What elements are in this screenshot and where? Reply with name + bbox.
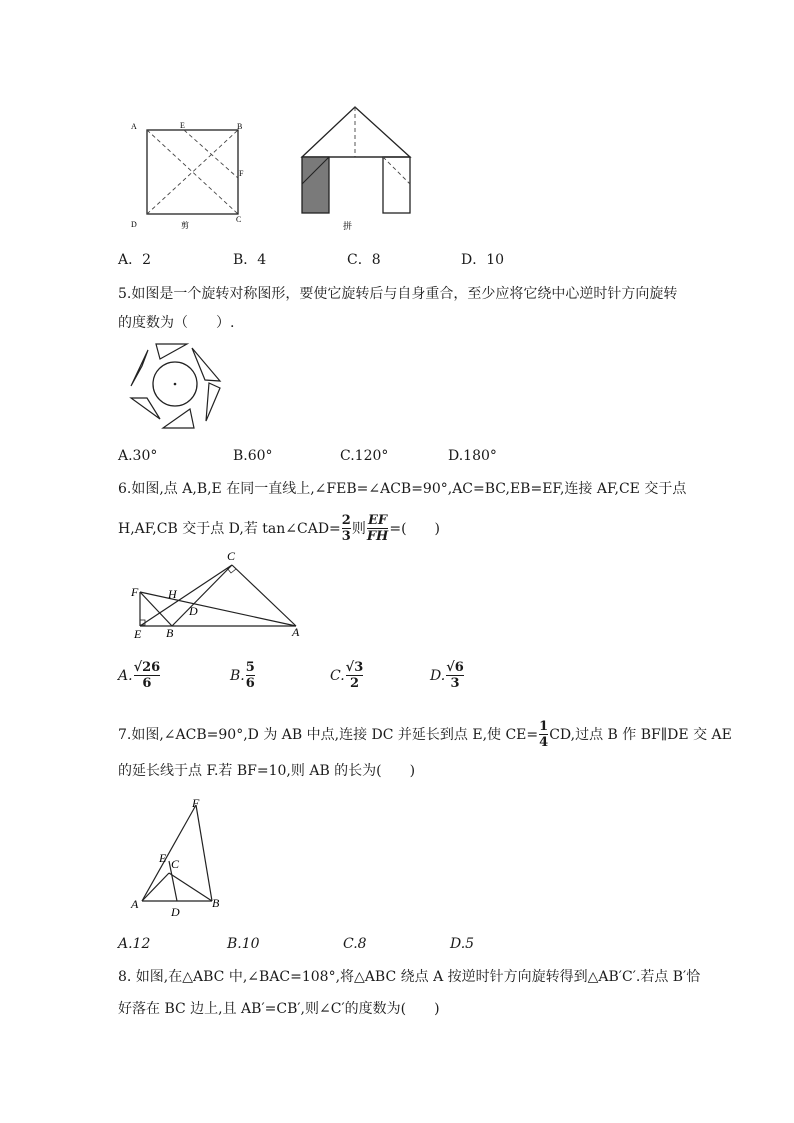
frac-num: 1	[539, 718, 549, 734]
option-fraction	[346, 660, 364, 691]
q5-option-a[interactable]: A.30°	[118, 448, 158, 464]
frac-num: √26	[133, 660, 161, 675]
label-d: D	[131, 220, 137, 229]
frac-num: √6	[446, 660, 464, 675]
q8-text-line1: 8. 如图,在△ABC 中,∠BAC=108°,将△ABC 绕点 A 按逆时针方向旋转得到△AB′C′.若点 B′恰	[118, 969, 701, 985]
q5-option-b[interactable]: B.60°	[233, 448, 273, 464]
q7-text-line2: 的延长线于点 F.若 BF=10,则 AB 的长为( )	[118, 763, 416, 779]
label-a: A	[292, 625, 300, 639]
option-fraction	[246, 660, 255, 691]
frac-num: √3	[345, 660, 364, 675]
q7-option-d[interactable]: D.5	[450, 936, 475, 952]
frac-den: 2	[349, 676, 359, 691]
rotational-symmetry-figure	[124, 340, 228, 432]
option-letter: D.	[430, 667, 446, 684]
label-c: C	[227, 549, 236, 563]
q6-option-a[interactable]	[118, 660, 161, 691]
q6-geometry-figure	[126, 548, 308, 640]
label-e: E	[180, 121, 185, 130]
label-b: B	[212, 896, 220, 910]
square-cut-figure	[120, 112, 260, 237]
q4-option-d[interactable]: D．10	[461, 252, 505, 268]
option-letter: A.	[118, 667, 133, 684]
label-assemble: 拼	[343, 221, 353, 231]
q6-option-d[interactable]	[430, 660, 465, 691]
frac-den: 3	[450, 676, 460, 691]
frac-den: 3	[341, 528, 351, 544]
q6-text-line2	[118, 510, 440, 546]
frac-num: 2	[341, 512, 351, 528]
option-letter: C.	[330, 667, 345, 684]
q7-option-a[interactable]: A.12	[118, 936, 151, 952]
q6-text-line1: 6.如图,点 A,B,E 在同一直线上,∠FEB=∠ACB=90°,AC=BC,EB=EF,连接 AF,CE 交于点	[118, 481, 687, 497]
option-letter: B.	[230, 667, 245, 684]
q5-option-d[interactable]: D.180°	[448, 448, 497, 464]
q5-option-c[interactable]: C.120°	[340, 448, 389, 464]
label-cut: 剪	[181, 221, 189, 230]
q6-fraction-ef-fh	[367, 513, 389, 544]
label-d: D	[189, 604, 198, 618]
frac-den: 4	[539, 734, 549, 750]
label-a: A	[131, 122, 137, 131]
label-e: E	[159, 851, 167, 865]
label-e: E	[134, 627, 142, 640]
label-b: B	[166, 626, 174, 640]
q4-option-a[interactable]: A．2	[118, 252, 152, 268]
q7-geometry-figure	[128, 795, 228, 920]
q6-option-c[interactable]	[330, 660, 364, 691]
q6-fraction-tan	[342, 513, 351, 544]
q8-text-line2: 好落在 BC 边上,且 AB′=CB′,则∠C′的度数为( )	[118, 1001, 440, 1017]
q6-option-b[interactable]	[230, 660, 256, 691]
frac-num: 5	[245, 660, 255, 675]
frac-num: EF	[368, 512, 388, 528]
q5-text-line2: 的度数为（ ）.	[118, 315, 235, 331]
house-assemble-figure	[295, 100, 425, 235]
q7-fraction	[539, 719, 548, 750]
option-fraction	[134, 660, 161, 691]
frac-den: 6	[142, 676, 152, 691]
q6-line2-pre: H,AF,CB 交于点 D,若 tan∠CAD=	[118, 521, 341, 537]
q6-line2-mid: 则	[351, 521, 366, 537]
q5-text-line1: 5.如图是一个旋转对称图形，要使它旋转后与自身重合，至少应将它绕中心逆时针方向旋转	[118, 286, 678, 302]
label-d: D	[171, 905, 180, 919]
q7-line1-pre: 7.如图,∠ACB=90°,D 为 AB 中点,连接 DC 并延长到点 E,使 CE=	[118, 727, 539, 743]
label-c: C	[236, 215, 242, 224]
q4-option-b[interactable]: B．4	[233, 252, 267, 268]
q4-option-c[interactable]: C．8	[347, 252, 381, 268]
option-fraction	[446, 660, 464, 691]
label-f: F	[131, 585, 139, 599]
q7-option-c[interactable]: C.8	[343, 936, 367, 952]
label-f: F	[239, 169, 244, 178]
q7-line1-post: CD,过点 B 作 BF∥DE 交 AE	[549, 727, 732, 743]
label-h: H	[168, 587, 177, 601]
frac-den: FH	[366, 528, 389, 544]
label-f: F	[192, 796, 200, 810]
q6-line2-post: =( )	[389, 521, 440, 537]
label-c: C	[171, 857, 180, 871]
frac-den: 6	[245, 676, 255, 691]
q7-option-b[interactable]: B.10	[227, 936, 260, 952]
label-b: B	[237, 122, 243, 131]
label-a: A	[131, 897, 139, 911]
q7-text-line1	[118, 714, 732, 754]
